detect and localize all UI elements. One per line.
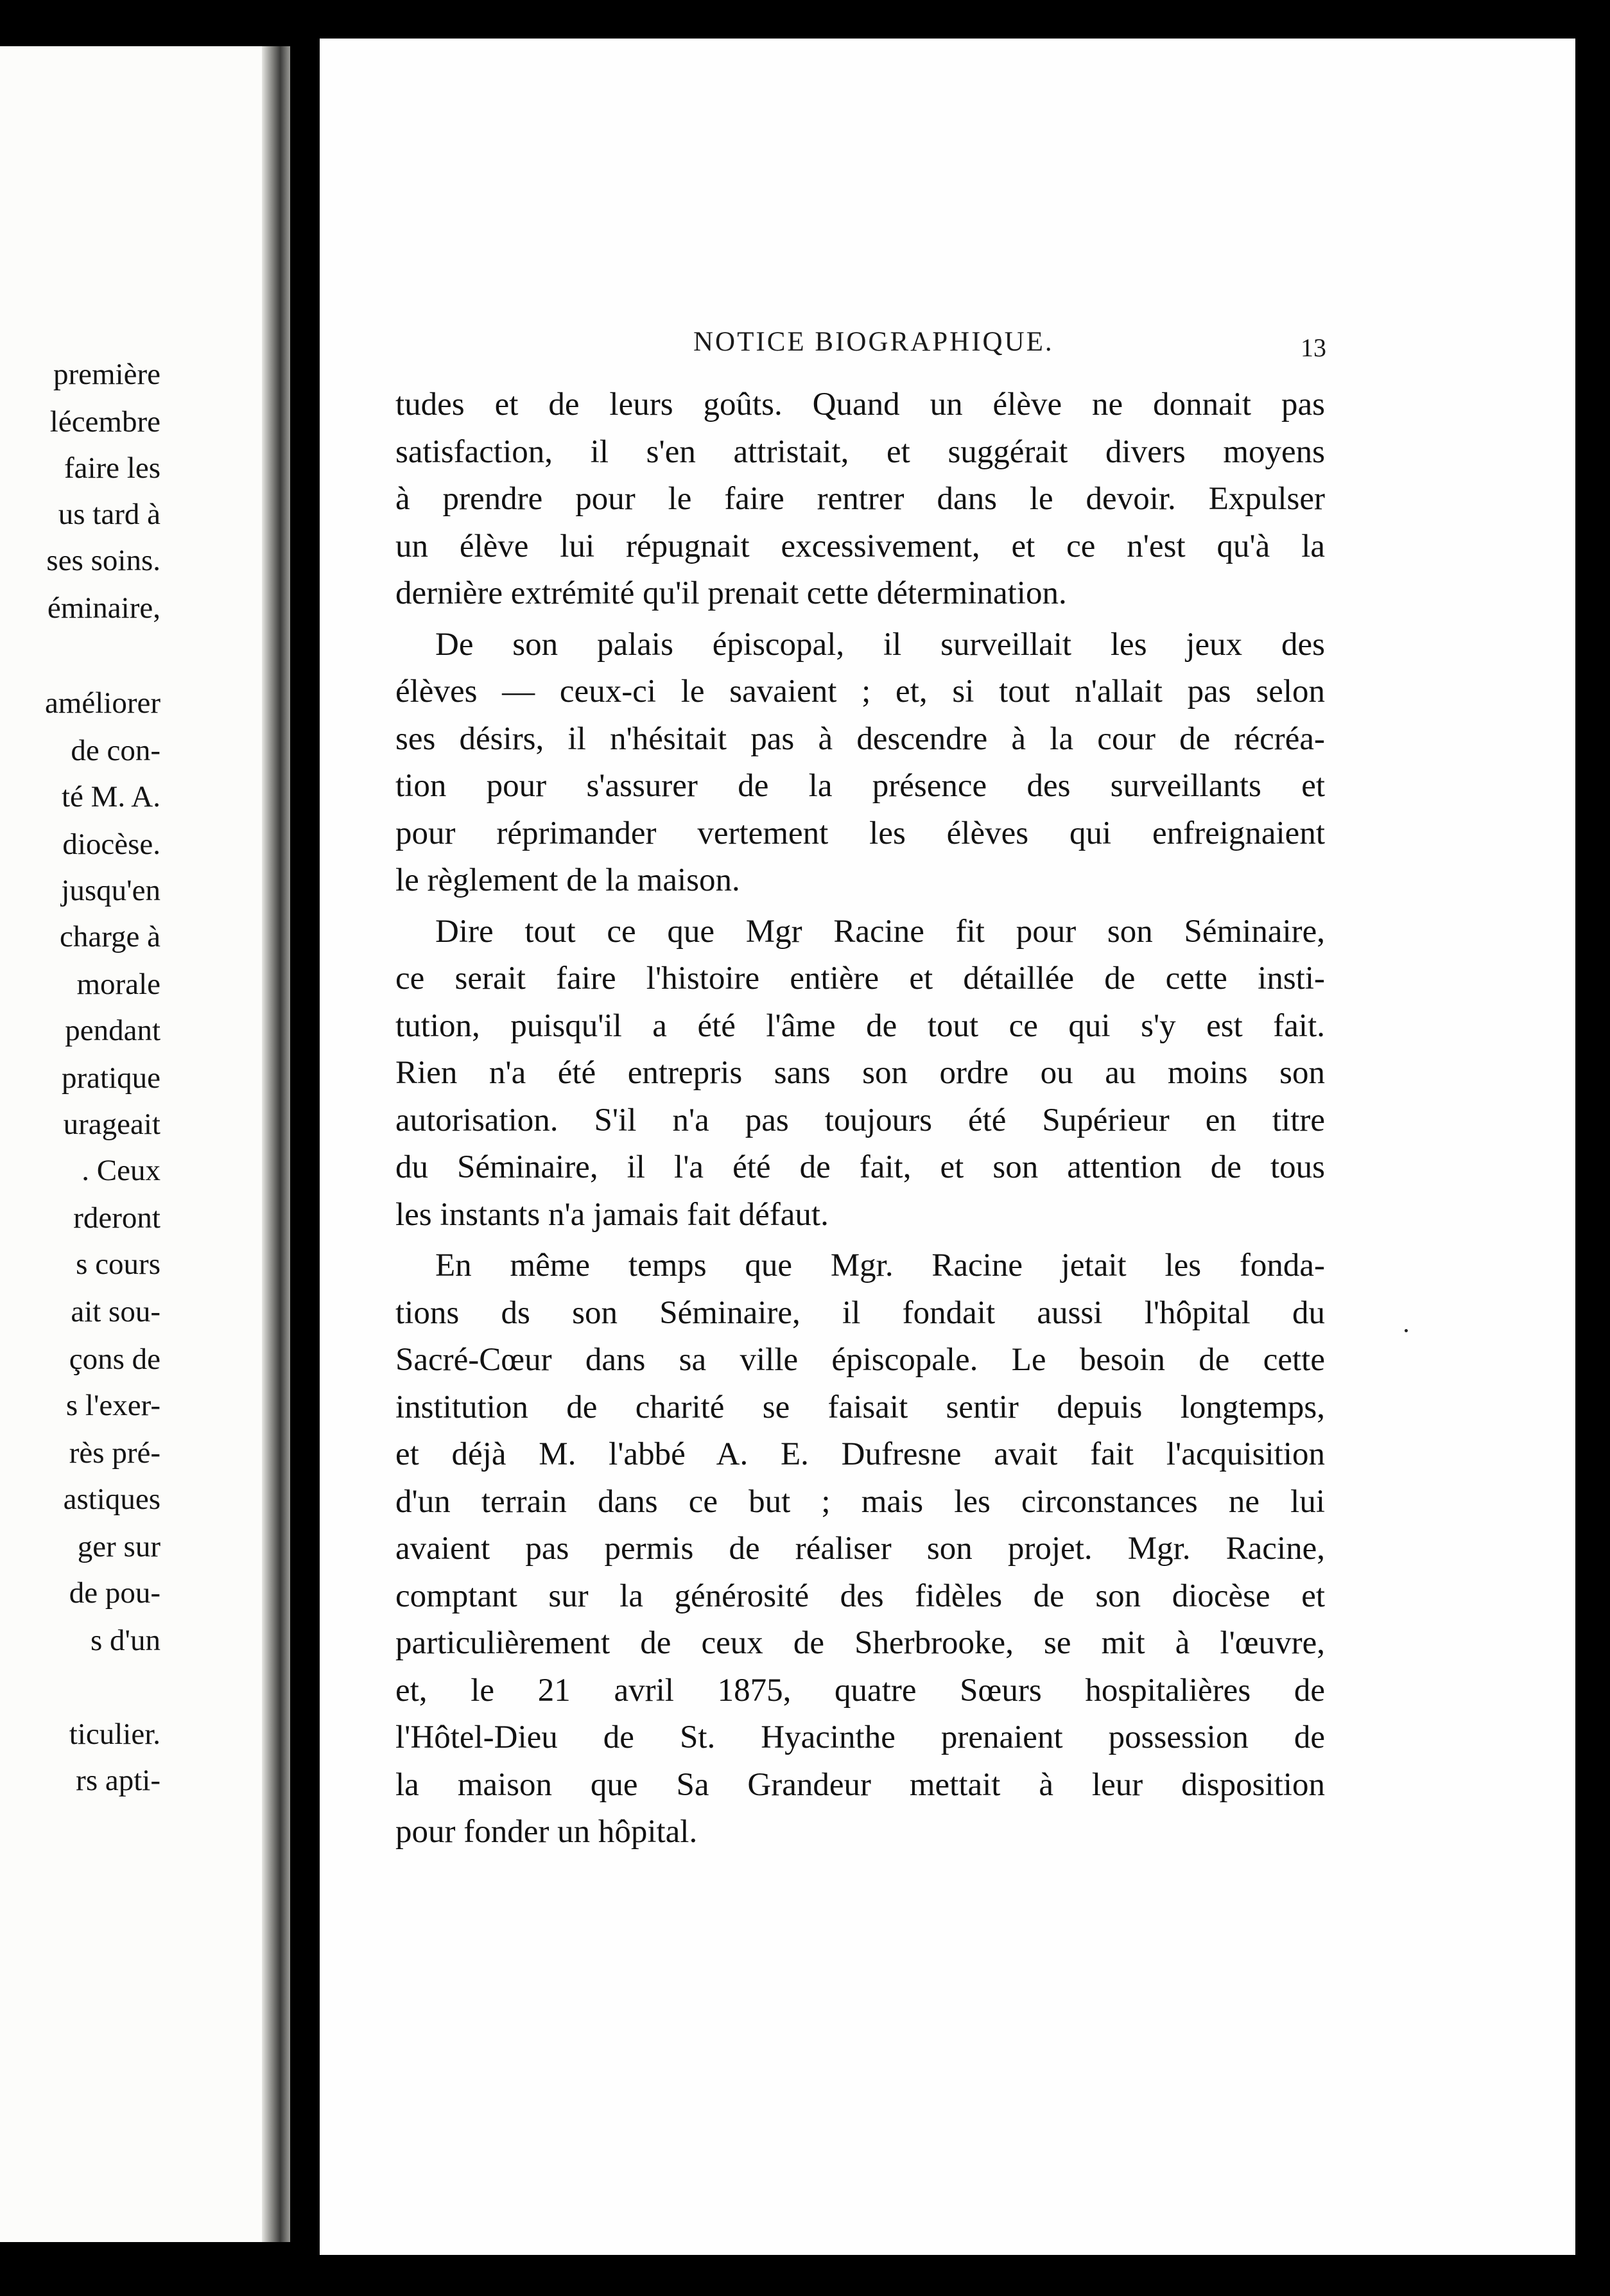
left-page-line: astiques bbox=[63, 1483, 160, 1516]
text-line: En même temps que Mgr. Racine jetait les fonda- bbox=[435, 1248, 1325, 1283]
text-line: avaient pas permis de réaliser son projet. Mgr. Racine, bbox=[395, 1531, 1325, 1567]
left-page-line: faire les bbox=[64, 451, 160, 485]
text-line: Dire tout ce que Mgr Racine fit pour son Séminaire, bbox=[435, 913, 1325, 950]
text-line: à prendre pour le faire rentrer dans le devoir. Expulser bbox=[395, 481, 1325, 517]
left-page-line: charge à bbox=[60, 920, 160, 953]
text-line: du Séminaire, il l'a été de fait, et son attention de tous bbox=[395, 1149, 1325, 1185]
body-text bbox=[395, 381, 1325, 1856]
left-page-line: de con- bbox=[71, 734, 160, 767]
text-line: tion pour s'assurer de la présence des surveillants et bbox=[395, 768, 1325, 804]
main-page bbox=[320, 39, 1575, 2255]
left-page-line: diocèse. bbox=[62, 828, 160, 861]
left-page-line: lécembre bbox=[49, 405, 160, 439]
left-page-line: rderont bbox=[73, 1201, 160, 1235]
left-page-line: rès pré- bbox=[69, 1436, 160, 1470]
page-spine-shadow bbox=[262, 46, 290, 2242]
left-page-line: éminaire, bbox=[47, 591, 160, 625]
print-speck bbox=[1405, 1329, 1408, 1332]
left-page-line: us tard à bbox=[58, 498, 160, 531]
left-page-line: jusqu'en bbox=[61, 874, 160, 907]
text-line: tions ds son Séminaire, il fondait aussi l'hôpital du bbox=[395, 1294, 1325, 1331]
left-page-line: . Ceux bbox=[82, 1154, 160, 1187]
left-page-line: ses soins. bbox=[46, 544, 160, 577]
text-line: Sacré-Cœur dans sa ville épiscopale. Le besoin de cette bbox=[395, 1342, 1325, 1378]
right-scan-border bbox=[1575, 0, 1610, 2296]
left-page-line: urageait bbox=[63, 1108, 160, 1141]
text-line: la maison que Sa Grandeur mettait à leur disposition bbox=[395, 1766, 1325, 1803]
text-line: De son palais épiscopal, il surveillait les jeux des bbox=[435, 626, 1325, 663]
text-line: dernière extrémité qu'il prenait cette détermination. bbox=[395, 575, 1067, 611]
text-line: satisfaction, il s'en attristait, et suggérait divers moyens bbox=[395, 433, 1325, 470]
text-line: élèves — ceux-ci le savaient ; et, si tout n'allait pas selon bbox=[395, 674, 1325, 709]
left-page-line: çons de bbox=[69, 1343, 160, 1376]
left-page-line: s l'exer- bbox=[65, 1389, 160, 1422]
left-page-line: de pou- bbox=[69, 1576, 160, 1610]
paragraph bbox=[395, 381, 1325, 618]
left-page-line: morale bbox=[76, 968, 160, 1001]
text-line: un élève lui répugnait excessivement, et ce n'est qu'à la bbox=[395, 528, 1325, 564]
text-line: pour fonder un hôpital. bbox=[395, 1814, 698, 1850]
left-page-line: s d'un bbox=[90, 1624, 160, 1657]
text-line: particulièrement de ceux de Sherbrooke, se mit à l'œuvre, bbox=[395, 1625, 1325, 1661]
left-page-line: améliorer bbox=[44, 686, 160, 720]
text-line: l'Hôtel-Dieu de St. Hyacinthe prenaient possession de bbox=[395, 1719, 1325, 1755]
page-number: 13 bbox=[1301, 333, 1326, 362]
left-page-fragment bbox=[0, 46, 282, 2242]
running-title: NOTICE BIOGRAPHIQUE. bbox=[693, 327, 1054, 357]
text-line: institution de charité se faisait sentir depuis longtemps, bbox=[395, 1389, 1325, 1425]
left-page-line: pratique bbox=[62, 1061, 160, 1095]
paragraph bbox=[395, 1242, 1325, 1856]
paragraph bbox=[395, 909, 1325, 1239]
left-page-line: s cours bbox=[76, 1248, 160, 1281]
text-line: d'un terrain dans ce but ; mais les circonstances ne lui bbox=[395, 1483, 1325, 1520]
paragraph bbox=[395, 622, 1325, 905]
left-page-line: ait sou- bbox=[71, 1295, 160, 1328]
left-page-line: ticulier. bbox=[69, 1718, 160, 1751]
text-line: le règlement de la maison. bbox=[395, 862, 740, 898]
left-page-line: première bbox=[53, 358, 160, 391]
text-line: et, le 21 avril 1875, quatre Sœurs hospitalières de bbox=[395, 1672, 1325, 1709]
text-line: autorisation. S'il n'a pas toujours été Supérieur en titre bbox=[395, 1102, 1325, 1138]
book-gutter bbox=[290, 26, 320, 2273]
left-page-line: pendant bbox=[65, 1014, 160, 1047]
text-line: tution, puisqu'il a été l'âme de tout ce qui s'y est fait. bbox=[395, 1007, 1325, 1044]
text-line: et déjà M. l'abbé A. E. Dufresne avait fait l'acquisition bbox=[395, 1436, 1325, 1472]
text-line: pour réprimander vertement les élèves qui enfreignaient bbox=[395, 815, 1325, 851]
text-line: ce serait faire l'histoire entière et détaillée de cette insti- bbox=[395, 961, 1325, 996]
text-line: ses désirs, il n'hésitait pas à descendre à la cour de récréa- bbox=[395, 720, 1325, 757]
text-line: Rien n'a été entrepris sans son ordre ou au moins son bbox=[395, 1055, 1325, 1091]
text-line: les instants n'a jamais fait défaut. bbox=[395, 1196, 829, 1233]
text-line: comptant sur la générosité des fidèles de son diocèse et bbox=[395, 1578, 1325, 1614]
left-page-line: té M. A. bbox=[61, 780, 160, 813]
text-line: tudes et de leurs goûts. Quand un élève ne donnait pas bbox=[395, 387, 1325, 422]
left-page-line: ger sur bbox=[77, 1530, 160, 1563]
left-page-line: rs apti- bbox=[76, 1764, 160, 1797]
